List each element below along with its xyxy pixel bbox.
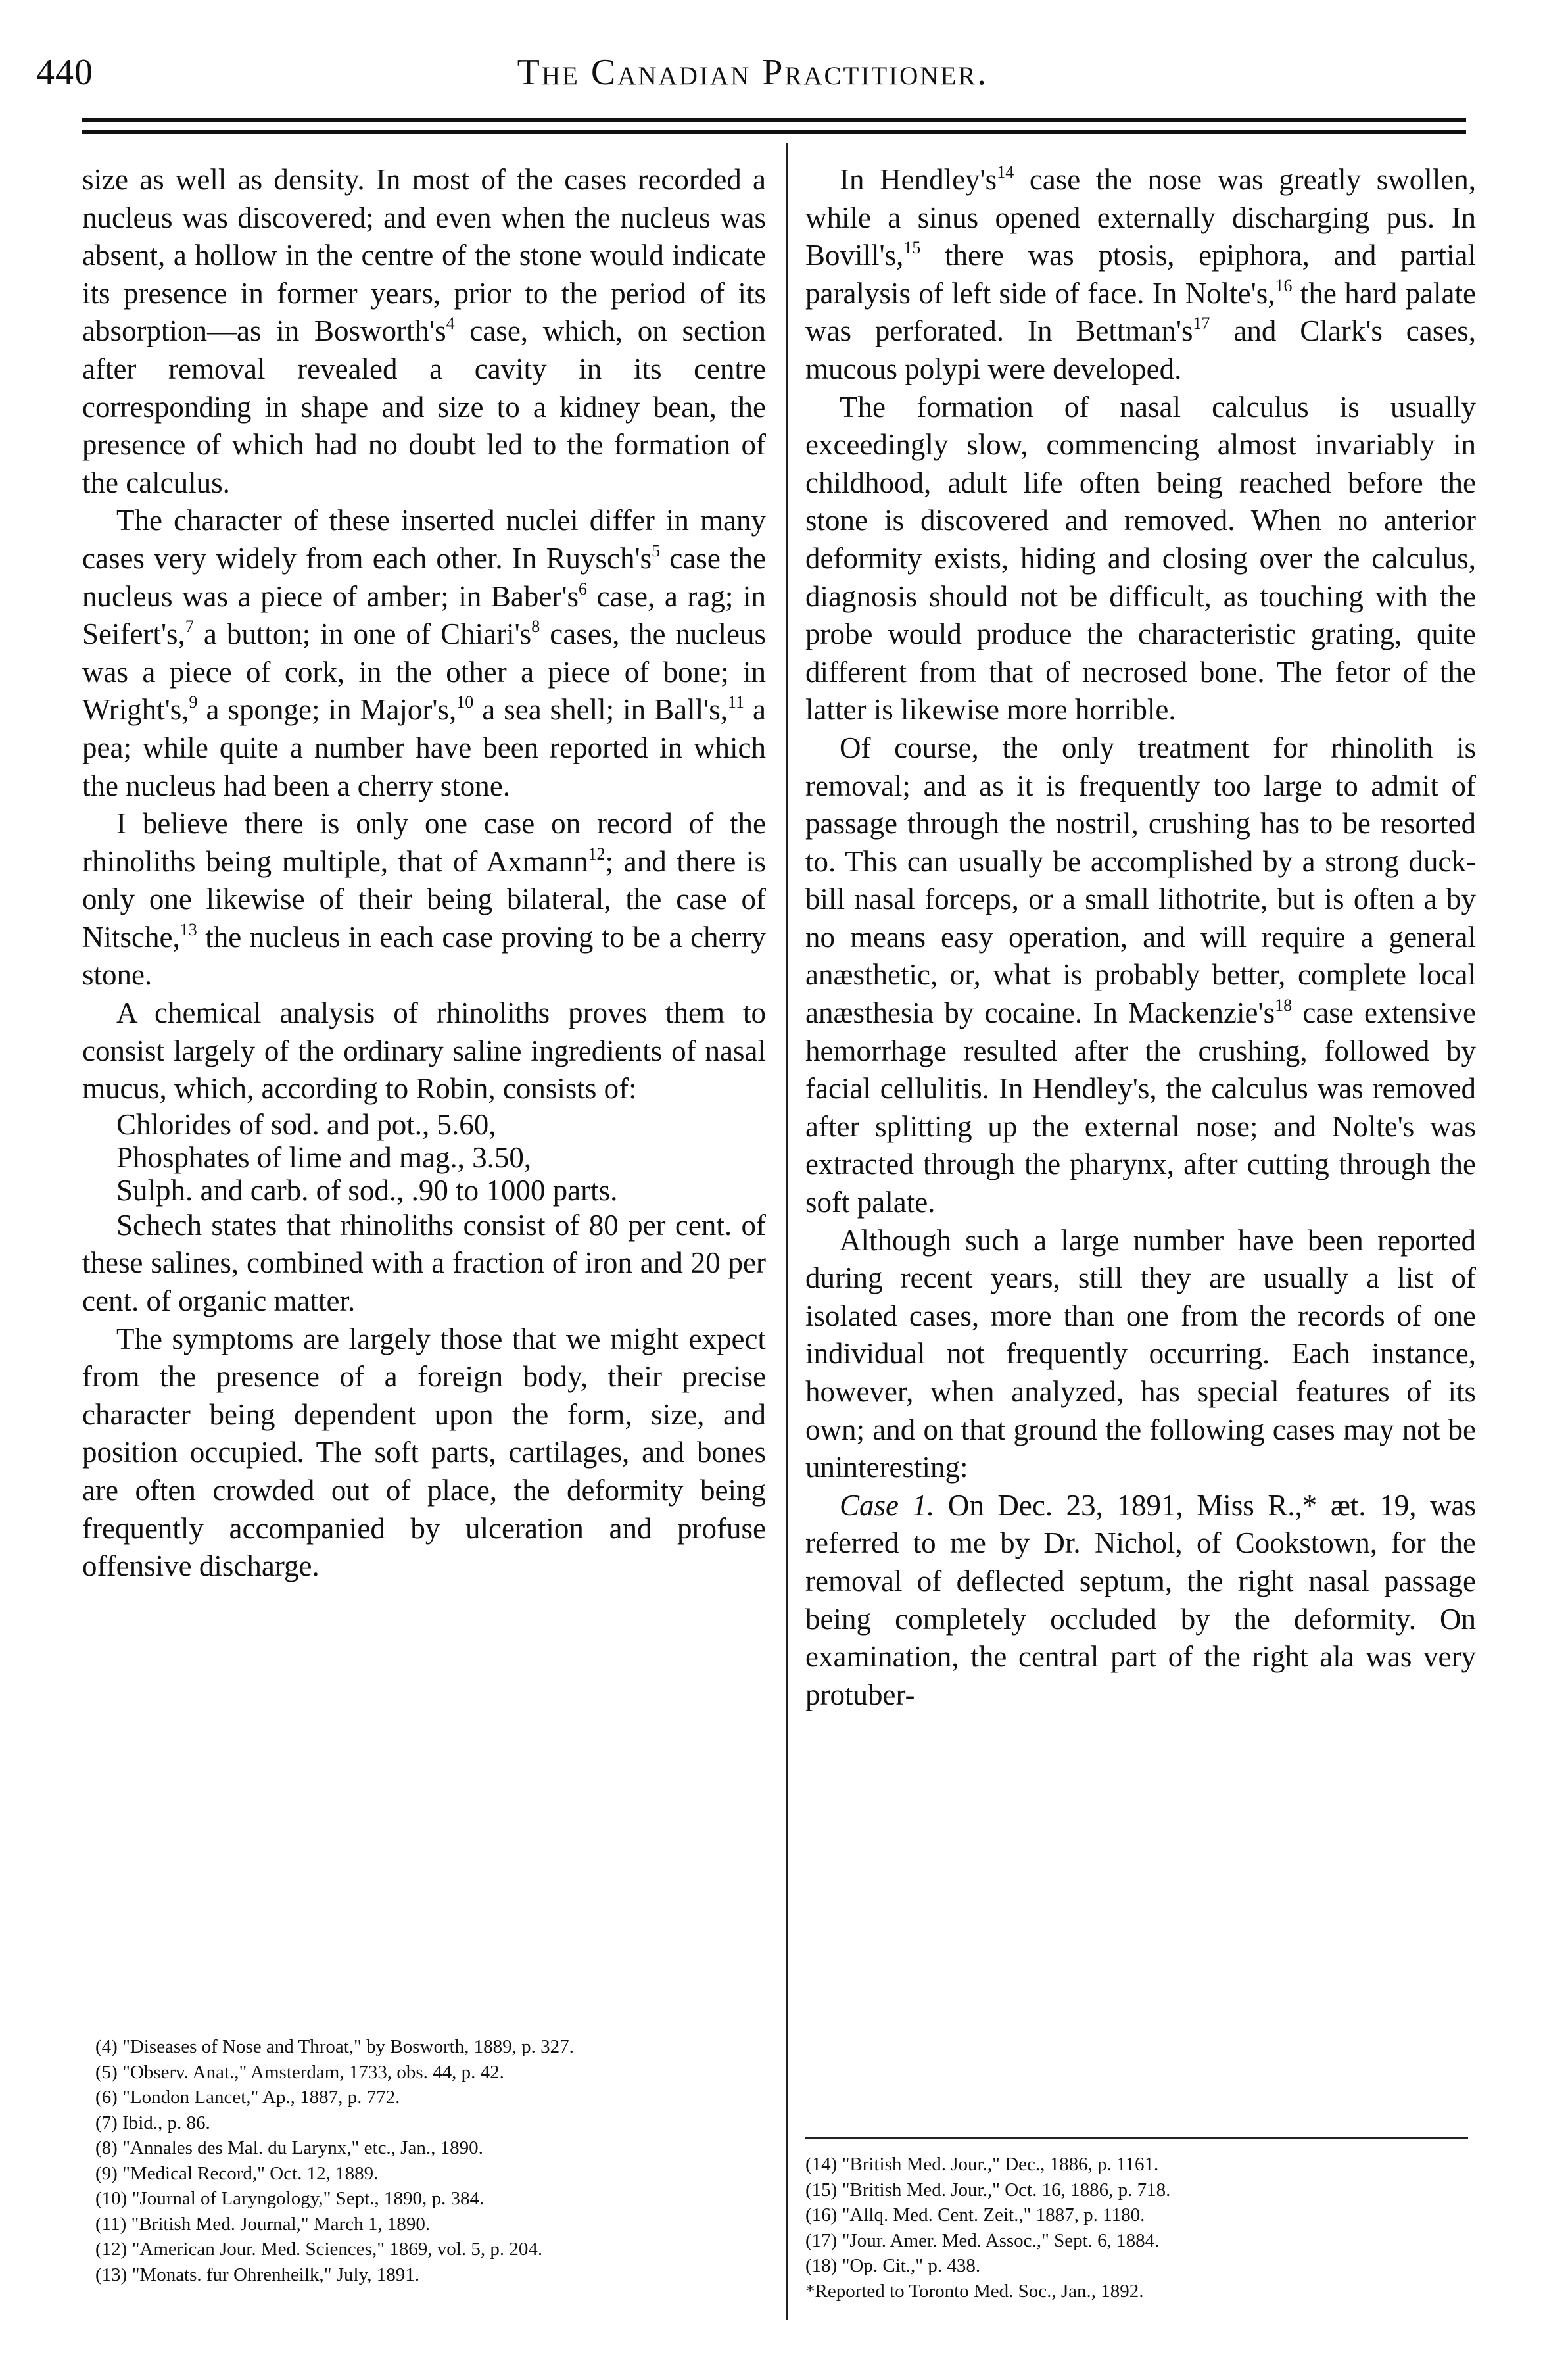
paragraph: A chemical analysis of rhinoliths proves them to consist largely of the ordinary saline ingredients of nasal mucus, which, according to Robin, consists of: [82, 996, 766, 1106]
paragraph: I believe there is only one case on record of the rhinoliths being multiple, that of Axmann$^{12}$; and there is only one likewise of their being bilateral, the case of Nitsche,$^{13}$ the nucleus in each case proving to be a cherry stone. [82, 807, 766, 992]
footnote-rule [805, 2137, 1468, 2139]
footnote: (6) "London Lancet," Ap., 1887, p. 772. [95, 2087, 400, 2108]
paragraph: The character of these inserted nuclei differ in many cases very widely from each other. In $Ruysch's^5$ case the nucleus was a piece of amber; in $Baber's^6$ case, a rag; in Seifert's,$^7$ a button; in one of $Chiari's^8$ cases, the nucleus was a piece of cork, in the other a piece of bone; in Wright's,$^9$ a sponge; in Major's,$^{10}$ a sea shell; in Ball's,$^{11}$ a pea; while quite a number have been reported in which the nucleus had been a cherry stone. [82, 504, 766, 802]
paragraph: Although such a large number have been reported during recent years, still they are usually a list of isolated cases, more than one from the records of one individual not frequently occurring. Each instance, however, when analyzed, has special features of its own; and on that ground the following cases may not be uninteresting: [805, 1223, 1476, 1484]
formula-line: Phosphates of lime and mag., 3.50, [116, 1140, 532, 1174]
footnote: (16) "Allq. Med. Cent. Zeit.," 1887, p. 1180. [805, 2204, 1145, 2225]
footnote: (4) "Diseases of Nose and Throat," by Bosworth, 1889, p. 327. [95, 2036, 574, 2057]
paragraph: The symptoms are largely those that we might expect from the presence of a foreign body, their precise character being dependent upon the form, size, and position occupied. The soft parts, cartilages, and bones are often crowded out of place, the deformity being frequently accompanied by ulceration and profuse offensive discharge. [82, 1322, 766, 1583]
paragraph: Of course, the only treatment for rhinolith is removal; and as it is frequently too large to admit of passage through the nostril, crushing has to be resorted to. This can usually be accomplished by a strong duck-bill nasal forceps, or a small lithotrite, but is often a by no means easy operation, and will require a general anæsthetic, or, what is probably better, complete local anæsthesia by cocaine. In $Mackenzie's^{18}$ case extensive hemorrhage resulted after the crushing, followed by facial cellulitis. In Hendley's, the calculus was removed after splitting up the external nose; and Nolte's was extracted through the pharynx, after cutting through the soft palate. [805, 731, 1476, 1219]
column-divider [786, 143, 788, 2320]
page-header [36, 51, 1469, 104]
footnote: (15) "British Med. Jour.," Oct. 16, 1886, p. 718. [805, 2179, 1171, 2200]
footnote: (5) "Observ. Anat.," Amsterdam, 1733, obs. 44, p. 42. [95, 2061, 504, 2083]
page-number: 440 [36, 52, 93, 93]
header-rule-bottom [82, 130, 1466, 134]
paragraph: Schech states that rhinoliths consist of 80 per cent. of these salines, combined with a fraction of iron and 20 per cent. of organic matter. [82, 1208, 766, 1318]
left-column [82, 161, 766, 1586]
footnote: (18) "Op. Cit.," p. 438. [805, 2255, 981, 2276]
case-label: Case 1. [840, 1488, 935, 1522]
footnote: (12) "American Jour. Med. Sciences," 1869, vol. 5, p. 204. [95, 2239, 543, 2260]
paragraph: Case 1. On Dec. 23, 1891, Miss R.,* æt. 19, was referred to me by Dr. Nichol, of Cookstown, for the removal of deflected septum, the right nasal passage being completely occluded by the deformity. On examination, the central part of the right ala was very protuber- [805, 1488, 1477, 1711]
footnote: (17) "Jour. Amer. Med. Assoc.," Sept. 6, 1884. [805, 2229, 1160, 2251]
header-rule-top [82, 118, 1466, 122]
footnotes-right [805, 2152, 1476, 2304]
formula-line: Sulph. and carb. of sod., .90 to 1000 parts. [116, 1173, 618, 1207]
journal-title: The Canadian Practitioner. [517, 52, 989, 93]
right-column [805, 161, 1476, 1714]
footnote: (8) "Annales des Mal. du Larynx," etc., Jan., 1890. [95, 2137, 483, 2158]
footnotes-left [95, 2034, 772, 2287]
footnote: (7) Ibid., p. 86. [95, 2112, 210, 2133]
footnote: *Reported to Toronto Med. Soc., Jan., 1892. [805, 2280, 1144, 2302]
paragraph: In $Hendley's^{14}$ case the nose was greatly swollen, while a sinus opened externally discharging pus. In Bovill's,$^{15}$ there was ptosis, epiphora, and partial paralysis of left side of face. In Nolte's,$^{16}$ the hard palate was perforated. In $Bettman's^{17}$ and Clark's cases, mucous polypi were developed. [805, 162, 1477, 385]
paragraph: size as well as density. In most of the cases recorded a nucleus was discovered; and even when the nucleus was absent, a hollow in the centre of the stone would indicate its presence in former years, prior to the period of its absorption—as in $Bosworth's^4$ case, which, on section after removal revealed a cavity in its centre corresponding in shape and size to a kidney bean, the presence of which had no doubt led to the formation of the calculus. [82, 163, 766, 499]
footnote: (13) "Monats. fur Ohrenheilk," July, 1891. [95, 2264, 419, 2285]
footnote: (10) "Journal of Laryngology," Sept., 1890, p. 384. [95, 2188, 485, 2209]
footnote: (9) "Medical Record," Oct. 12, 1889. [95, 2162, 379, 2184]
paragraph: The formation of nasal calculus is usually exceedingly slow, commencing almost invariably in childhood, adult life often being reached before the stone is discovered and removed. When no anterior deformity exists, hiding and closing over the calculus, diagnosis should not be difficult, as touching with the probe would produce the characteristic grating, quite different from that of necrosed bone. The fetor of the latter is likewise more horrible. [805, 390, 1476, 727]
footnote: (14) "British Med. Jour.," Dec., 1886, p. 1161. [805, 2154, 1159, 2175]
formula-line: Chlorides of sod. and pot., 5.60, [116, 1107, 496, 1141]
footnote: (11) "British Med. Journal," March 1, 1890. [95, 2213, 431, 2235]
